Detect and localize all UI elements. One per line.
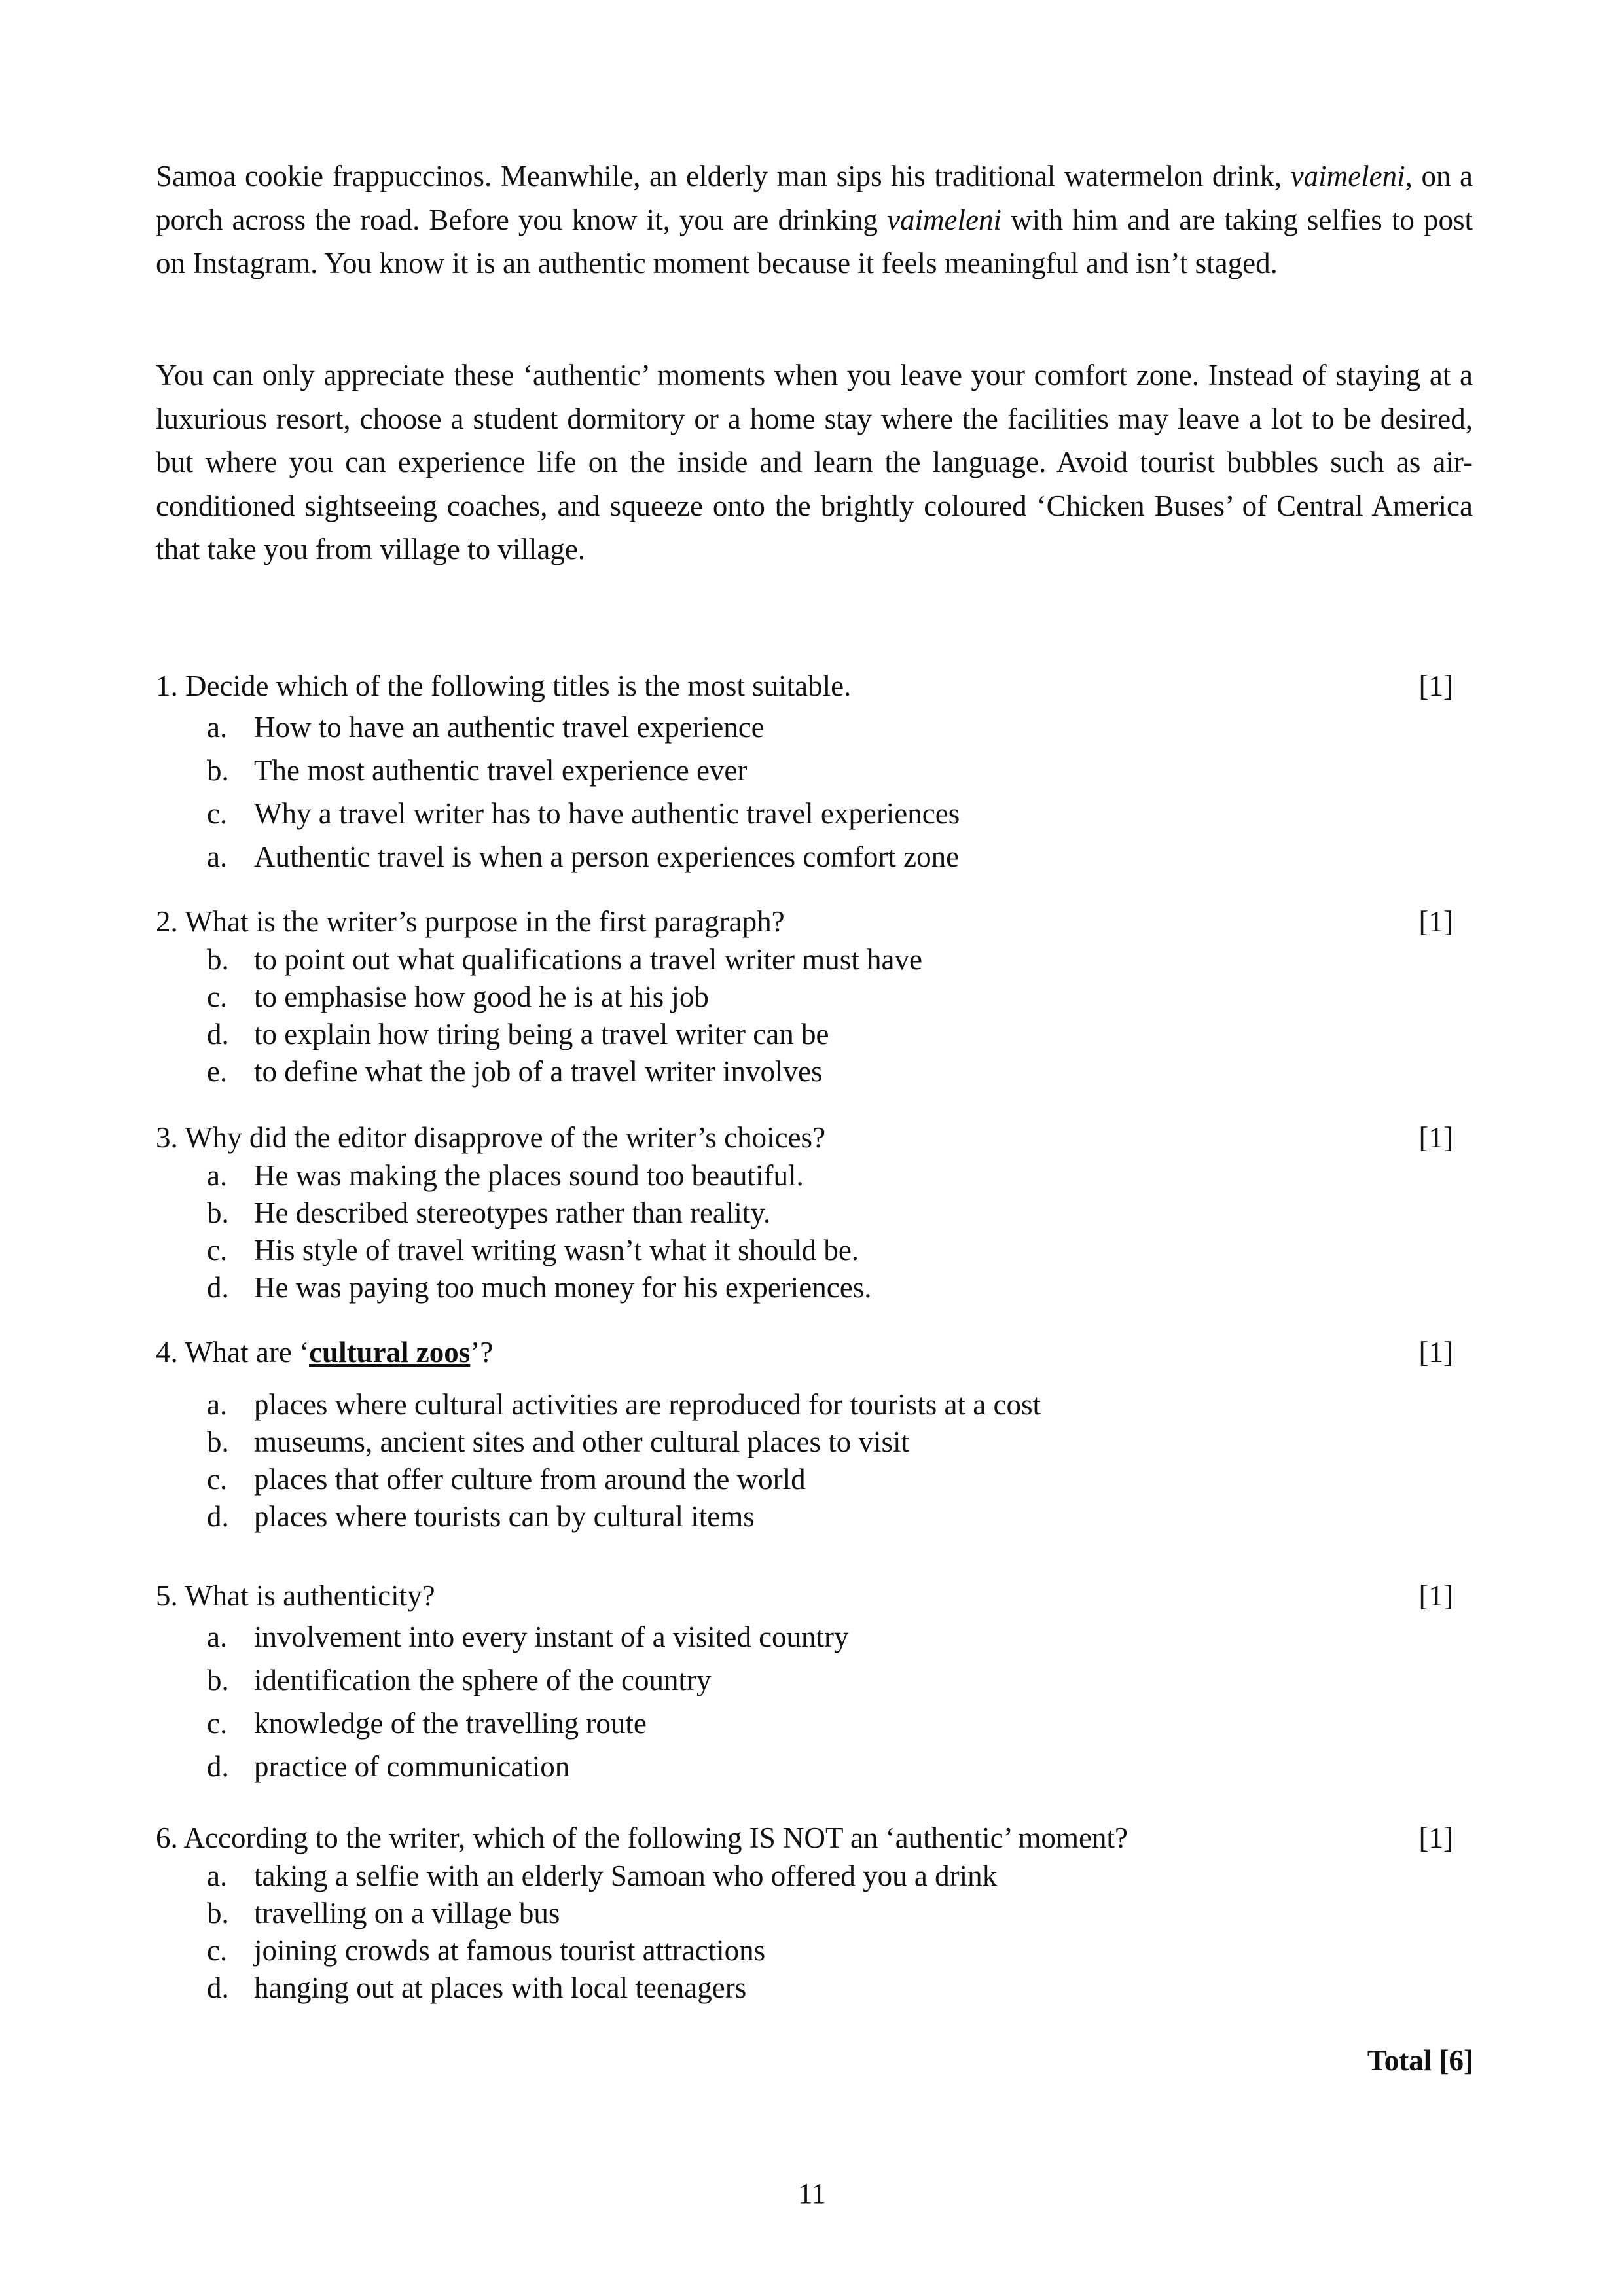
option-text: He was paying too much money for his experiences. [254,1271,872,1304]
answer-option [156,1461,1473,1498]
option-letter: d. [207,1971,229,2004]
question-6 [156,1818,1473,2007]
question-text: Why did the editor disapprove of the writer’s choices? [185,1121,826,1154]
option-letter: c. [207,797,228,830]
passage-text: with him and are taking selfies to post on Instagram. You know it is an authentic moment because it feels meaningful and isn’t staged. [156,203,1473,279]
passage-text: You can only appreciate these ‘authentic’ moments when you leave your comfort zone. Instead of staying at a luxurious resort, choose a student dormitory or a home stay where the facilities may leave a lot to be desired, but where you can experience life on the inside and learn the language. Avoid tourist bubbles such as air-conditioned sightseeing coaches, and squeeze onto the brightly coloured ‘Chicken Buses’ of Central America that take you from village to village. [156,359,1473,565]
option-letter: d. [207,1271,229,1304]
question-number: 2. [156,905,178,938]
answer-option [156,1745,1473,1788]
option-text: to define what the job of a travel writer involves [254,1055,823,1088]
mark-allocation: [1] [1418,1579,1453,1612]
mark-allocation: [1] [1418,1121,1453,1154]
option-text: museums, ancient sites and other cultural places to visit [254,1426,910,1458]
option-letter: b. [207,1897,229,1929]
option-letter: a. [207,1388,228,1421]
mark-allocation: [1] [1418,1336,1453,1369]
question-stem [156,666,851,706]
question-1 [156,666,1473,878]
question-3 [156,1118,1473,1306]
answer-option [156,1895,1473,1932]
option-letter: a. [207,1159,228,1192]
question-stem [156,1576,435,1615]
mark-allocation: [1] [1418,1821,1453,1854]
option-text: hanging out at places with local teenagers [254,1971,747,2004]
key-term: cultural zoos [309,1336,471,1369]
passage-italic-term: vaimeleni [887,203,1001,236]
answer-option [156,1932,1473,1969]
option-text: Authentic travel is when a person experiences comfort zone [254,840,960,873]
answer-option [156,1659,1473,1702]
answer-option [156,941,1473,978]
answer-option [156,1232,1473,1269]
answer-option [156,1016,1473,1053]
option-letter: c. [207,980,228,1013]
answer-option [156,1969,1473,2007]
question-5 [156,1576,1473,1788]
passage-paragraph-2 [156,353,1473,571]
question-4 [156,1333,1473,1535]
option-text: identification the sphere of the country [254,1664,712,1696]
answer-option [156,1424,1473,1461]
option-text: travelling on a village bus [254,1897,560,1929]
option-text: involvement into every instant of a visited country [254,1621,849,1653]
answer-option [156,1053,1473,1090]
question-number: 1. [156,670,178,702]
answer-option [156,1498,1473,1535]
answer-option [156,835,1473,878]
question-number: 3. [156,1121,178,1154]
option-text: Why a travel writer has to have authentic travel experiences [254,797,960,830]
question-stem [156,1118,825,1157]
option-letter: b. [207,754,229,787]
question-text: What are ‘ [185,1336,310,1369]
option-text: He was making the places sound too beautiful. [254,1159,804,1192]
question-stem [156,902,785,941]
answer-option [156,1194,1473,1232]
option-text: The most authentic travel experience ever [254,754,748,787]
mark-allocation: [1] [1418,905,1453,938]
option-text: to point out what qualifications a travel writer must have [254,943,922,976]
option-letter: b. [207,1426,229,1458]
answer-option [156,1702,1473,1745]
mark-allocation: [1] [1418,670,1453,702]
answer-option [156,1157,1473,1194]
option-text: He described stereotypes rather than reality. [254,1196,771,1229]
option-letter: b. [207,1196,229,1229]
option-letter: d. [207,1018,229,1050]
option-letter: a. [207,840,228,873]
question-text: What is authenticity? [185,1579,435,1612]
answer-option [156,1615,1473,1659]
question-number: 5. [156,1579,178,1612]
option-text: How to have an authentic travel experience [254,711,765,744]
answer-option [156,978,1473,1016]
answer-option [156,1269,1473,1306]
option-text: practice of communication [254,1750,570,1783]
option-text: places where tourists can by cultural items [254,1500,755,1533]
answer-option [156,749,1473,792]
answer-option [156,706,1473,749]
option-text: knowledge of the travelling route [254,1707,647,1740]
question-number: 6. [156,1821,178,1854]
page-number: 11 [798,2178,826,2210]
option-text: to emphasise how good he is at his job [254,980,709,1013]
option-letter: c. [207,1234,228,1266]
question-2 [156,902,1473,1090]
option-text: to explain how tiring being a travel writer can be [254,1018,829,1050]
question-stem [156,1818,1128,1857]
option-text: taking a selfie with an elderly Samoan who offered you a drink [254,1859,998,1892]
option-letter: e. [207,1055,228,1088]
passage-text: , on a porch across the road. Before you know it, you are drinking [156,160,1473,236]
option-text: places that offer culture from around the world [254,1463,806,1496]
answer-option [156,792,1473,835]
question-number: 4. [156,1336,178,1369]
option-letter: c. [207,1463,228,1496]
answer-option [156,1386,1473,1424]
passage-text: Samoa cookie frappuccinos. Meanwhile, an elderly man sips his traditional watermelon drink, [156,160,1291,192]
option-letter: b. [207,1664,229,1696]
question-text: ’? [470,1336,494,1369]
option-text: His style of travel writing wasn’t what it should be. [254,1234,859,1266]
passage-paragraph-1 [156,154,1473,285]
option-letter: a. [207,1859,228,1892]
question-text: According to the writer, which of the following IS NOT an ‘authentic’ moment? [183,1821,1128,1854]
option-letter: a. [207,711,228,744]
option-letter: a. [207,1621,228,1653]
option-letter: c. [207,1707,228,1740]
question-stem [156,1333,493,1372]
option-text: places where cultural activities are reproduced for tourists at a cost [254,1388,1041,1421]
question-text: What is the writer’s purpose in the first paragraph? [185,905,785,938]
option-letter: d. [207,1500,229,1533]
option-letter: c. [207,1934,228,1967]
option-letter: b. [207,943,229,976]
answer-option [156,1857,1473,1895]
total-marks: Total [6] [1367,2044,1473,2077]
option-text: joining crowds at famous tourist attractions [254,1934,766,1967]
question-text: Decide which of the following titles is the most suitable. [185,670,852,702]
passage-italic-term: vaimeleni [1290,160,1405,192]
option-letter: d. [207,1750,229,1783]
